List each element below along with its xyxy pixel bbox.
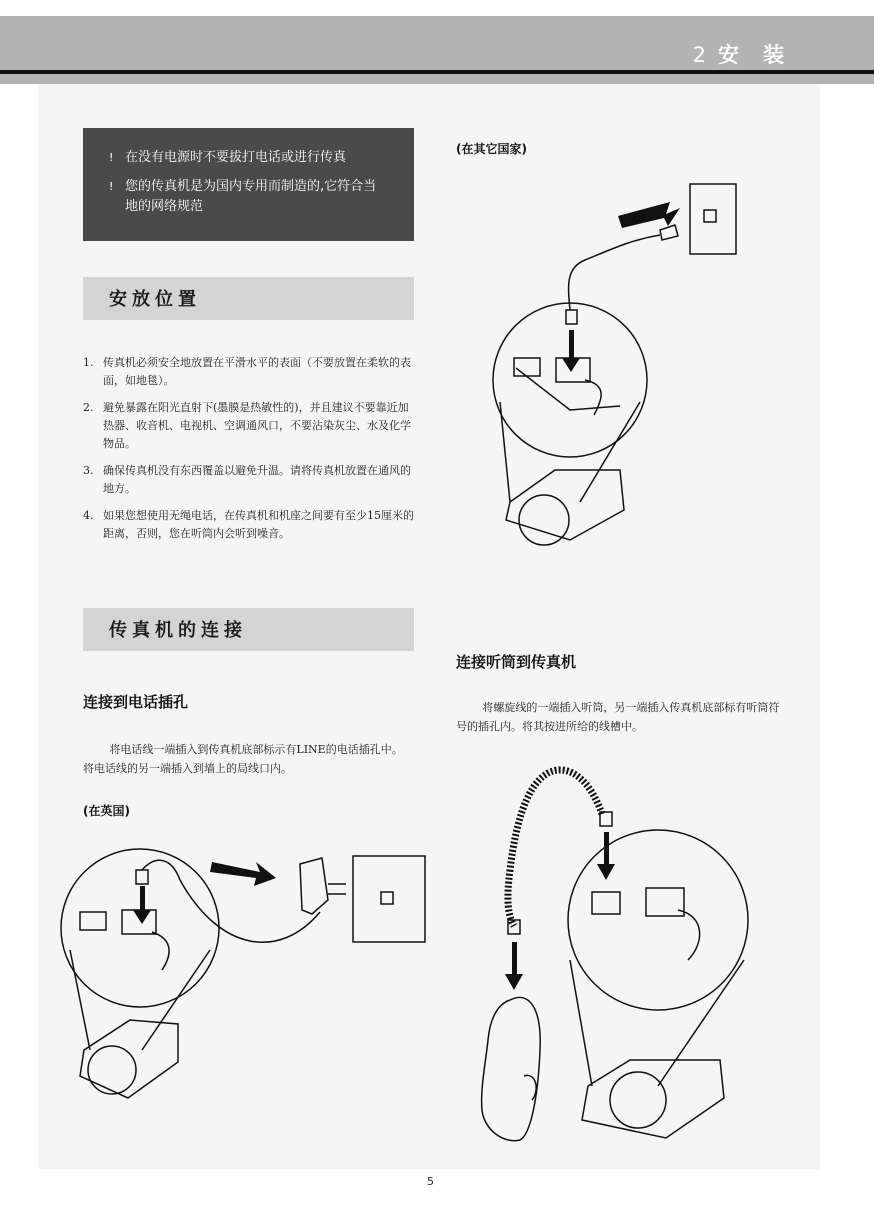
arrow-icon — [618, 202, 680, 228]
handset-port — [80, 912, 106, 930]
placement-list — [83, 354, 418, 552]
section-title-connection: 传真机的连接 — [83, 608, 414, 651]
list-number: 4. — [83, 509, 94, 522]
zoom-circle — [493, 303, 647, 457]
handset-port — [592, 892, 620, 914]
base-zoom-circle — [519, 495, 569, 545]
caption-other-countries: (在其它国家) — [456, 142, 527, 156]
handset-port — [514, 358, 540, 376]
coiled-cord — [508, 770, 602, 926]
chapter-title — [693, 39, 786, 71]
zoom-circle — [568, 830, 748, 1010]
handset-paragraph: 将螺旋线的一端插入听筒，另一端插入传真机底部标有听筒符号的插孔内。将其按进所给的线槽中。 — [456, 701, 780, 733]
cable-connector — [136, 870, 148, 884]
list-item — [83, 354, 418, 390]
caption-uk: (在英国) — [83, 804, 130, 818]
warning-text: 您的传真机是为国内专用而制造的,它符合当地的网络规范 — [125, 179, 377, 214]
cord-connector — [600, 812, 612, 826]
page-number: 5 — [427, 1175, 434, 1188]
socket-hole — [704, 210, 716, 222]
arrow-down-icon — [562, 330, 580, 372]
fax-wall-illustration-uk — [60, 840, 430, 1110]
arrow-down-icon — [505, 942, 523, 990]
wall-socket-plate — [353, 856, 425, 942]
list-item — [83, 462, 418, 498]
list-text: 避免暴露在阳光直射下(墨膜是热敏性的)，并且建议不要靠近加热器、收音机、电视机、空调通风口，不要沾染灰尘、水及化学物品。 — [103, 401, 411, 450]
wall-socket-plate — [690, 184, 736, 254]
chapter-number: 2 — [692, 43, 708, 67]
warning-box — [83, 128, 414, 241]
cable-connector — [566, 310, 577, 324]
warning-item — [109, 177, 398, 217]
handset-icon — [482, 997, 541, 1140]
base-zoom-circle — [88, 1046, 136, 1094]
section-title-placement: 安放位置 — [83, 277, 414, 320]
list-number: 2. — [83, 401, 94, 414]
phone-jack-paragraph: 将电话线一端插入到传真机底部标示有LINE的电话插孔中。将电话线的另一端插入到墙上的局线口内。 — [83, 743, 403, 775]
list-item — [83, 399, 418, 453]
phone-cable — [569, 235, 660, 310]
chapter-title-char: 安 — [718, 43, 741, 67]
exclamation-icon: ! — [109, 151, 114, 164]
arrow-down-icon — [597, 832, 615, 880]
chapter-title-char: 装 — [763, 43, 786, 67]
zoom-circle — [61, 849, 219, 1007]
list-item — [83, 507, 418, 543]
fax-wall-illustration-other — [490, 170, 750, 580]
list-text: 传真机必须安全地放置在平滑水平的表面（不要放置在柔软的表面，如地毯）。 — [103, 356, 411, 387]
arrow-down-icon — [133, 886, 151, 924]
list-number: 3. — [83, 464, 94, 477]
line-port — [646, 888, 684, 916]
exclamation-icon: ! — [109, 180, 114, 193]
socket-hole — [381, 892, 393, 904]
phone-plug — [660, 225, 678, 240]
handset-heading: 连接听筒到传真机 — [456, 653, 577, 671]
warning-text: 在没有电源时不要拔打电话或进行传真 — [125, 150, 347, 165]
header-underband — [0, 74, 874, 84]
base-zoom-circle — [610, 1072, 666, 1128]
arrow-icon — [210, 862, 276, 886]
list-number: 1. — [83, 356, 94, 369]
list-text: 确保传真机没有东西覆盖以避免升温。请将传真机放置在通风的地方。 — [103, 464, 411, 495]
list-text: 如果您想使用无绳电话，在传真机和机座之间要有至少15厘米的距离，否则，您在听筒内会听到噪音。 — [103, 509, 414, 540]
warning-item — [109, 148, 398, 168]
fax-body — [582, 1060, 724, 1138]
phone-jack-heading: 连接到电话插孔 — [83, 693, 189, 711]
adapter-plug — [300, 858, 328, 914]
handset-illustration — [470, 760, 760, 1150]
